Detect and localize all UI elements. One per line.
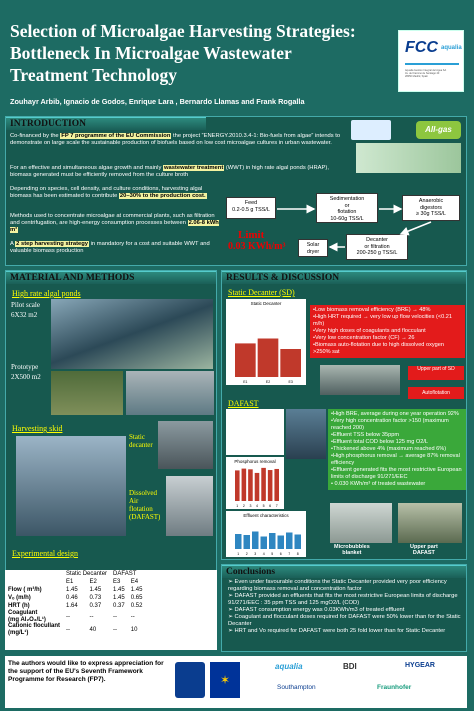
chart-bar	[280, 349, 301, 377]
upper-dafast-photo	[398, 503, 462, 543]
chart-title: Effluent characteristics	[243, 513, 289, 518]
pilot-size: 6X32 m2	[11, 311, 38, 319]
list-item: ➢ DAFAST provided an effluents that fits the most restrictive European limits of discharge 91/271/EEC : 35 ppm TSS and 125 mgO2/L (COD)	[228, 593, 458, 606]
chart-bar	[274, 469, 279, 501]
dafast-title: DAFAST	[228, 399, 259, 408]
fcc-aqualia-logo: FCC aqualia Aqualia Gestion Integral del Agua SA Av. del Camino de Santiago 40 28050 Madrid, Spain	[398, 30, 464, 92]
flow-arrows	[221, 189, 466, 265]
exp-design-title: Experimental design	[12, 549, 78, 558]
table-row: Flow ( m³/h) 1.45 1.45 1.45 1.45	[8, 587, 143, 593]
chart-effluent	[226, 511, 306, 557]
chart-static-decanter	[226, 299, 306, 385]
allgas-illustration	[356, 143, 461, 173]
tick-label: 6	[279, 552, 282, 556]
chart-dafast-1	[226, 409, 284, 455]
chart-bar	[261, 468, 266, 501]
logo-sub: aqualia	[441, 45, 462, 51]
flow-feed: Feed 0.2-0.5 g TSS/L	[226, 197, 276, 219]
harvesting-skid-photo	[16, 436, 126, 536]
tick-label: 2	[242, 504, 245, 508]
limit-label: Limit	[238, 229, 265, 241]
proto-label: Prototype	[11, 363, 39, 371]
flow-sedimentation: Sedimentation or flotation 10-60g TSS/L	[316, 193, 378, 223]
tick-label: 8	[296, 552, 299, 556]
proto-size: 2X500 m2	[11, 373, 41, 381]
table-row: Coagulant (mg Al₂O₃/L¹) -- -- -- --	[8, 610, 135, 623]
chart-title: Static Decanter	[250, 301, 282, 306]
proto-photo-1	[51, 371, 123, 415]
list-item: ➢ Even under favourable conditions the Static Decanter provided very poor efficiency regarding biomass removal and concentration factor	[228, 579, 447, 592]
chart-bar	[244, 535, 251, 549]
fraunhofer-logo: Fraunhofer	[377, 684, 412, 691]
ponds-title: High rate algal ponds	[12, 289, 81, 298]
table-row: Vₒ (m/h) 0.46 0.73 1.45 0.65	[8, 595, 143, 601]
acknowledgement: The authors would like to express appreciation for the support of the EU's Seventh Framework Programme for Research (FP7).	[8, 660, 164, 683]
dafast-findings: •High BRE, average during one year operation 92% •Very high concentration factor >150 (maximum reached 200) •Effluent TSS below 35ppm •Effluent total COD below 125 mg O2/L •Thickened above 4% (maximum reached 6%) •High phosphorus removal → average 87% removal efficiency •Effluent generated fits the most restrictive European limits of discharge 91/271/EEC • 0.030 KWh/m³ of treated wastewater	[328, 409, 466, 490]
dafast-tank-photo	[286, 409, 326, 459]
chart-bar	[242, 469, 247, 501]
sd-findings: •Low biomass removal efficiency (BRE) → 48% •High HRT required → very low up flow velocities (<0.21 m/h) •Very high doses of coagulants and flocculant •Very low concentration factor (CF) → 26 •Biomass auto-flotation due to high dissolved oxygen >250% sat	[310, 305, 465, 358]
chart-bar	[235, 343, 256, 377]
group-static: Static Decanter	[66, 571, 108, 577]
microbubbles-photo	[330, 503, 392, 543]
chart-bar	[286, 533, 293, 550]
table-row: HRT (h) 1.64 0.37 0.37 0.52	[8, 603, 143, 609]
table-row: Cationic flocullant (mg/L¹) -- 40 -- 10	[8, 623, 138, 636]
tick-label: 4	[256, 504, 258, 508]
title-line-3: Treatment Technology	[10, 65, 178, 85]
footer	[5, 656, 467, 708]
col-e3: E3	[113, 579, 121, 585]
conclusions-list	[228, 579, 464, 635]
dafast-label: Dissolved Air flotation (DAFAST)	[129, 489, 161, 521]
intro-heading: INTRODUCTION	[6, 117, 206, 130]
group-dafast: DAFAST	[113, 571, 137, 577]
tick-label: 7	[275, 504, 278, 508]
pilot-ponds-photo	[51, 299, 213, 369]
chart-bar	[261, 537, 268, 550]
all-gas-logo: All-gas	[416, 121, 461, 139]
aqualia-logo: aqualia	[275, 662, 303, 671]
chart-bar	[295, 535, 302, 550]
tick-label: 5	[271, 552, 274, 556]
flow-anaerobic: Anaerobic digestors ≥ 30g TSS/L	[402, 195, 460, 221]
dafast-photo	[166, 476, 213, 536]
intro-p1: Co-financed by the FP 7 programme of the EU Commission the project “ENERGY.2010.3.4-1: Bio-fuels from algae” intends to demonstrate on large scale the sustainable production of biofuels based on low cost microalgae cultures in urban wastewater.	[10, 133, 341, 146]
exp-table	[5, 570, 145, 636]
chart-bar	[278, 536, 285, 550]
microbubbles-label: Microbubbles blanket	[334, 544, 370, 556]
chart-bar	[268, 470, 273, 501]
upper-dafast-label: Upper part DAFAST	[410, 544, 438, 556]
flow-solar-dryer: Solar dryer	[298, 239, 328, 257]
chart-bar	[258, 339, 279, 378]
tick-label: 5	[262, 504, 265, 508]
tick-label: E2	[265, 380, 271, 384]
intro-p5: A 2 step harvesting strategy in mandatory for a cost and suitable WWT and valuable biomass production	[10, 241, 210, 254]
chart-bar	[255, 473, 260, 501]
conclusions-panel	[221, 564, 467, 652]
chart-bar	[235, 470, 240, 501]
fp7-footer-logo	[175, 662, 205, 698]
tick-label: 1	[236, 504, 239, 508]
pilot-label: Pilot scale	[11, 301, 40, 309]
tick-label: 1	[237, 552, 240, 556]
harvesting-title: Harvesting skid	[12, 424, 63, 433]
col-e1: E1	[66, 579, 74, 585]
intro-p4: Methods used to concentrate microalgae at commercial plants, such as filtration and centrifugation, are high-energy consumption processes between 2.06-8 kWh m³	[10, 213, 219, 233]
chart-bar	[248, 469, 253, 501]
bdi-logo: BDI	[343, 662, 357, 671]
intro-p2: For an effective and simultaneous algae growth and mainly wastewater treatment (WWT) in high rate algal ponds (HRAP), biomass generated must be efficiently removed from the culture broth	[10, 165, 329, 178]
upper-sd-photo	[320, 365, 400, 395]
fp7-logo	[351, 120, 391, 140]
static-decanter-title: Static Decanter (SD)	[228, 288, 295, 297]
exp-table-panel	[5, 570, 217, 650]
intro-p3: Depending on species, cell density, and culture conditions, harvesting algal biomass has been estimated to contribute 20–30% to the production cost.	[10, 186, 206, 199]
title-line-2: Bottleneck In Microalgae Wastewater	[10, 43, 292, 63]
col-e4: E4	[130, 579, 139, 585]
southampton-logo: Southampton	[277, 684, 316, 691]
chart-bar	[235, 534, 242, 549]
tick-label: 7	[288, 552, 291, 556]
conclusions-heading: Conclusions	[222, 565, 466, 578]
intro-panel	[5, 116, 467, 266]
chart-title: Phosphorus removal	[234, 459, 276, 464]
static-decanter-photo	[158, 421, 213, 469]
logo-text: FCC	[405, 39, 438, 56]
results-panel	[221, 270, 467, 560]
poster-title	[10, 20, 390, 86]
title-line-1: Selection of Microalgae Harvesting Strategies:	[10, 21, 356, 41]
col-e2: E2	[89, 579, 97, 585]
authors: Zouhayr Arbib, Ignacio de Godos, Enrique Lara , Bernardo Llamas and Frank Rogalla	[10, 97, 305, 106]
upper-sd-label: Upper part of SD	[408, 366, 464, 380]
static-decanter-label: Static decanter	[129, 433, 153, 449]
list-item: ➢ DAFAST consumption energy was 0.03KWh/m3 of treated effluent	[228, 607, 405, 613]
tick-label: 3	[249, 504, 252, 508]
flow-decanter: Decanter or filtration 200-250 g TSS/L	[346, 234, 408, 260]
list-item: ➢ Coagulant and flocculant doses required for DAFAST were 50% lower than for the Static Decanter	[228, 614, 461, 627]
eu-flag-logo: ✶	[210, 662, 240, 698]
tick-label: 3	[254, 552, 257, 556]
tick-label: E1	[243, 380, 248, 384]
results-heading: RESULTS & DISCUSSION	[222, 271, 466, 284]
tick-label: 2	[245, 552, 248, 556]
list-item: ➢ HRT and Vo required for DAFAST were both 25 fold lower than for Static Decanter	[228, 628, 446, 634]
methods-panel	[5, 270, 217, 582]
methods-heading: MATERIAL AND METHODS	[6, 271, 216, 284]
autoflotation-label: Autoflotation	[408, 387, 464, 399]
hygear-logo: HYGEAR	[405, 662, 435, 669]
proto-photo-2	[126, 371, 214, 415]
tick-label: E3	[288, 380, 293, 384]
chart-bar	[252, 532, 259, 550]
tick-label: 4	[262, 552, 265, 556]
limit-value: 0.03 KWh/m³	[228, 241, 286, 252]
tick-label: 6	[269, 504, 272, 508]
chart-phosphorus	[226, 457, 284, 509]
chart-bar	[269, 533, 276, 549]
